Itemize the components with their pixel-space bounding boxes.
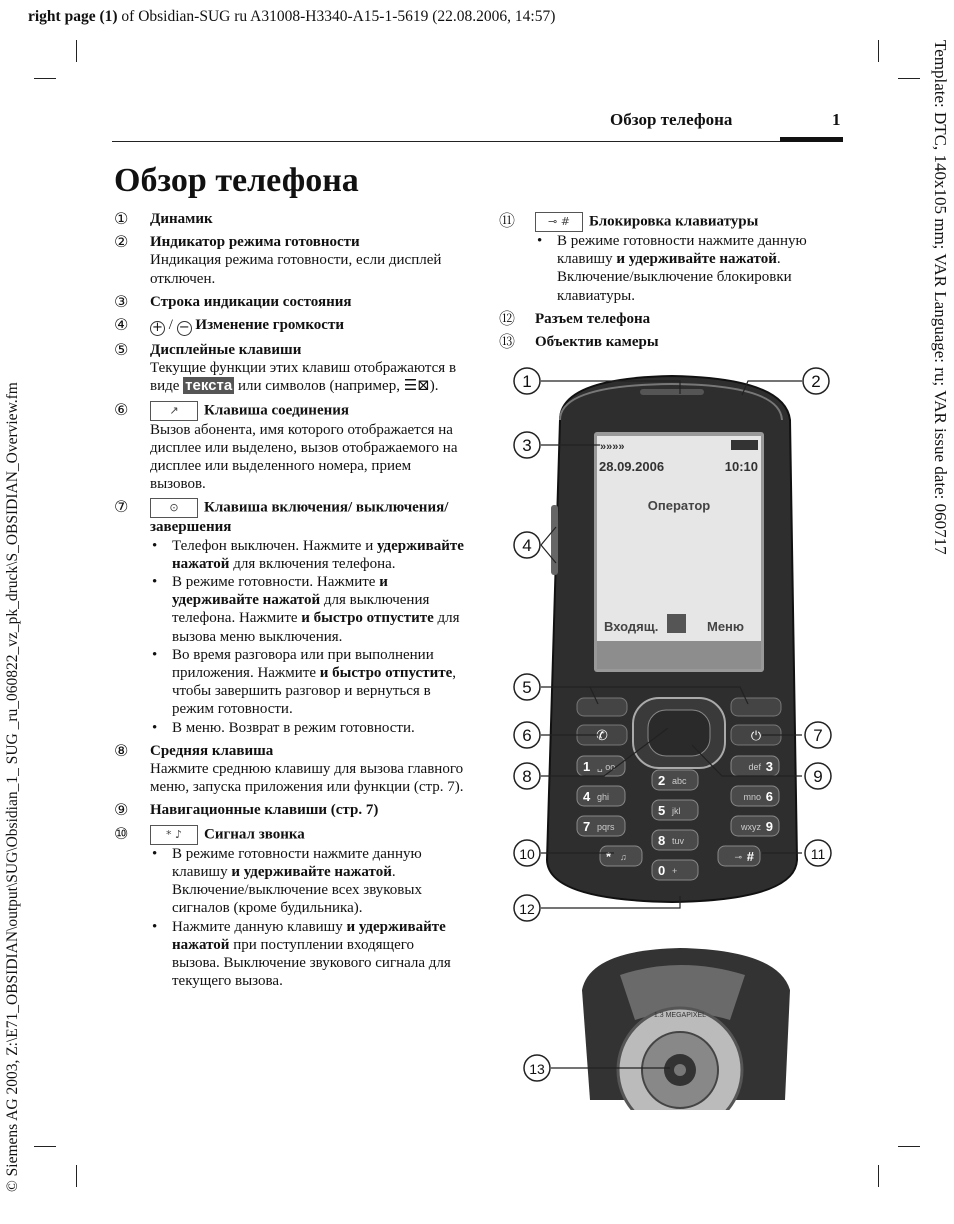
item-title: Индикатор режима готовности (150, 234, 360, 251)
key-icon: ↗ (150, 401, 198, 421)
softkey-symbol-icon: ☰⊠ (403, 378, 430, 395)
key-digit: # (746, 849, 754, 864)
key-digit: 4 (583, 789, 591, 804)
item-title: Разъем телефона (535, 310, 651, 327)
item-heading (535, 333, 844, 351)
item-title: Клавиша соединения (204, 402, 349, 419)
screen-time: 10:10 (724, 459, 758, 474)
item-number: ④ (114, 315, 129, 335)
emphasis-text: и удерживайте нажатой (616, 251, 777, 268)
header-rest: of Obsidian-SUG ru A31008-H3340-A15-1-5619 (22.08.2006, 14:57) (117, 8, 556, 25)
item-heading (150, 210, 464, 228)
item-title: Блокировка клавиатуры (589, 213, 759, 230)
list-item (499, 212, 844, 305)
key-digit: * (606, 849, 612, 864)
callout-number: 2 (811, 372, 821, 391)
list-item (114, 210, 464, 228)
center-key (648, 710, 710, 756)
keypad (577, 756, 779, 880)
item-heading (535, 310, 844, 328)
item-number: ⑥ (114, 399, 129, 419)
bullet-item (150, 573, 464, 646)
item-number: ③ (114, 291, 129, 311)
key-letters: ghi (597, 792, 610, 802)
item-heading (535, 212, 844, 232)
key-digit: 2 (658, 773, 666, 788)
item-title: Сигнал звонка (204, 826, 305, 843)
callout-number: 13 (529, 1061, 545, 1077)
callout-number: 4 (522, 536, 532, 555)
battery-icon (731, 440, 758, 450)
item-number: ⑬ (499, 332, 516, 352)
crop-mark (878, 40, 879, 62)
list-item (114, 316, 464, 336)
file-path-side-text: © Siemens AG 2003, Z:\E71_OBSIDIAN\output\SUG\Obsidian_1_ SUG _ru_060822_vz_pk_druck\S_OBSIDIAN_Overview.fm (4, 382, 21, 1192)
key-digit: 6 (765, 789, 773, 804)
left-softkey (577, 698, 627, 716)
item-title: Изменение громкости (195, 317, 344, 334)
header-rule (112, 141, 843, 142)
list-item (499, 310, 844, 328)
key-letters: abc (672, 776, 687, 786)
key-letters: jkl (672, 806, 681, 816)
power-icon: ⏻ (750, 728, 762, 743)
item-number: ⑦ (114, 497, 129, 517)
highlighted-text-sample: текста (185, 377, 233, 395)
key-letters: wxyz (741, 822, 761, 832)
bullet-text: В режиме готовности нажмите данную клавишу (557, 233, 807, 268)
item-heading (150, 316, 464, 336)
volume-key (551, 505, 558, 575)
bullet-text: . Включение/выключение блокировки клавиатуры. (557, 251, 792, 304)
separator: / (165, 317, 177, 334)
emphasis-text: удерживайте нажатой (172, 537, 464, 572)
key-digit: 8 (658, 833, 666, 848)
item-title: Навигационные клавиши (стр. 7) (150, 802, 379, 819)
bullet-list (535, 232, 844, 305)
page-title: Обзор телефона (114, 162, 359, 199)
item-title: Объектив камеры (535, 334, 659, 351)
softkey-left-label: Входящ. (604, 619, 659, 634)
item-number: ⑨ (114, 800, 129, 820)
key-digit: 0 (658, 863, 666, 878)
callout-number: 11 (810, 846, 826, 862)
callout-number: 8 (522, 767, 532, 786)
item-description (150, 359, 464, 395)
description-text: Текущие функции этих клавиш отображаются в виде (150, 360, 457, 395)
crop-mark (76, 40, 77, 62)
item-number: ⑤ (114, 340, 129, 360)
emphasis-text: и быстро отпустите (319, 665, 453, 682)
key-digit: 7 (583, 819, 591, 834)
bullet-item (150, 845, 464, 918)
crop-mark (34, 1146, 56, 1147)
speaker-grille (640, 389, 704, 395)
list-item (114, 341, 464, 396)
item-heading (150, 233, 464, 251)
item-number: ⑧ (114, 740, 129, 760)
item-description: Нажмите среднюю клавишу для вызова главного меню, запуска приложения или функции (стр. 7). (150, 761, 464, 796)
list-item (114, 293, 464, 311)
bullet-text: В меню. Возврат в режим готовности. (172, 719, 415, 736)
bullet-item (150, 646, 464, 719)
item-title: Клавиша включения/ выключения/завершения (150, 499, 449, 536)
item-heading (150, 498, 464, 536)
item-number: ⑩ (114, 823, 129, 843)
item-heading (150, 825, 464, 845)
item-heading (150, 401, 464, 421)
bullet-text: для выключения телефона. Нажмите (172, 592, 430, 627)
list-item (114, 801, 464, 819)
phone-illustration (500, 360, 850, 1110)
key-letters: def (748, 762, 761, 772)
crop-mark (898, 1146, 920, 1147)
bullet-text: Во время разговора или при выполнении приложения. Нажмите (172, 646, 434, 682)
item-number: ⑫ (499, 308, 516, 328)
crop-mark (34, 78, 56, 79)
item-heading (150, 742, 464, 760)
callout-number: 5 (522, 678, 532, 697)
item-title: Строка индикации состояния (150, 293, 352, 310)
key-letters: ♫ (620, 852, 627, 862)
bullet-text: для включения телефона. (229, 555, 396, 572)
callout-number: 1 (522, 372, 532, 391)
document-header (28, 8, 555, 26)
right-softkey (731, 698, 781, 716)
bullet-item (150, 918, 464, 991)
crop-mark (76, 1165, 77, 1187)
phone-handset-icon: ✆ (596, 727, 608, 743)
screen-operator: Оператор (647, 498, 711, 513)
right-column (499, 212, 844, 356)
template-side-text: Template: DTC, 140x105 mm; VAR Language: ru; VAR issue date: 060717 (931, 40, 950, 555)
header-rule-thick (780, 137, 843, 142)
key-digit: 9 (765, 819, 773, 834)
camera-ring-label: 1.3 MEGAPIXEL (653, 1012, 707, 1019)
key-icon: ⊙ (150, 498, 198, 518)
item-number: ① (114, 209, 129, 228)
bullet-list (150, 537, 464, 737)
callout-number: 6 (522, 726, 532, 745)
list-item (114, 401, 464, 494)
item-number: ② (114, 232, 129, 252)
running-head: Обзор телефона (610, 110, 733, 129)
list-item (499, 333, 844, 351)
header-prefix: right page (1) (28, 8, 118, 25)
callout-number: 9 (813, 767, 823, 786)
list-item (114, 233, 464, 288)
bullet-text: , чтобы завершить разговор и вернуться в режим готовности. (172, 665, 456, 718)
emphasis-text: и удерживайте нажатой (172, 574, 388, 609)
emphasis-text: и удерживайте нажатой (231, 863, 392, 880)
bullet-text: Нажмите данную клавишу (172, 918, 347, 935)
menu-grid-icon (667, 614, 686, 633)
item-description: Индикация режима готовности, если дисплей отключен. (150, 252, 442, 287)
bullet-list (150, 845, 464, 991)
bullet-item (150, 537, 464, 573)
item-description: Вызов абонента, имя которого отображается на дисплее или выделено, вызов отображаемого на дисплее или выделенного номера, прием вызовов. (150, 421, 458, 493)
softkey-right-label: Меню (706, 619, 744, 634)
crop-mark (878, 1165, 879, 1187)
bullet-text: для вызова меню выключения. (172, 610, 460, 645)
item-title: Дисплейные клавиши (150, 342, 302, 359)
item-title: Средняя клавиша (150, 742, 274, 759)
bullet-text: В режиме готовности. Нажмите (172, 574, 380, 591)
key-letters: ␣ oo (597, 762, 616, 772)
item-heading (150, 801, 464, 819)
signal-strength-icon: »»»» (600, 441, 625, 453)
callout-number: 3 (522, 436, 532, 455)
key-letters: + (672, 866, 678, 876)
bullet-text: . Включение/выключение всех звуковых сигналов (кроме будильника). (172, 863, 422, 917)
bullet-item (535, 232, 844, 305)
list-item (114, 825, 464, 991)
list-item (114, 742, 464, 797)
key-letters: pqrs (597, 822, 615, 832)
screen-bottom (597, 641, 761, 669)
bullet-text: Телефон выключен. Нажмите и (172, 537, 377, 554)
page-number: 1 (832, 110, 841, 129)
callout-number: 12 (519, 901, 535, 917)
item-number: ⑪ (499, 211, 516, 230)
bullet-item (150, 719, 464, 737)
plus-circle-icon: + (150, 321, 165, 336)
callout-number: 10 (519, 846, 535, 862)
key-icon: ⊸ # (535, 212, 583, 232)
emphasis-text: и быстро отпустите (301, 610, 434, 627)
key-letters: tuv (672, 836, 685, 846)
camera-lens-center (674, 1064, 686, 1076)
description-text: ). (429, 378, 439, 395)
key-icon: * ♪ (150, 825, 198, 845)
item-title: Динамик (150, 211, 213, 227)
key-digit: 1 (583, 759, 591, 774)
emphasis-text: и удерживайте нажатой (172, 918, 446, 953)
key-letters: ⊸ (734, 852, 742, 862)
key-digit: 5 (658, 803, 666, 818)
left-column (114, 210, 464, 995)
item-heading (150, 341, 464, 359)
key-digit: 3 (765, 759, 773, 774)
bullet-text: при поступлении входящего вызова. Выключение звукового сигнала для текущего вызова. (172, 936, 451, 990)
callout-number: 7 (813, 726, 823, 745)
item-heading (150, 293, 464, 311)
key-letters: mno (743, 792, 761, 802)
list-item (114, 498, 464, 736)
screen-date: 28.09.2006 (599, 459, 665, 474)
description-text: или символов (например, (234, 378, 404, 395)
bullet-text: В режиме готовности нажмите данную клавишу (172, 845, 422, 880)
crop-mark (898, 78, 920, 79)
minus-circle-icon: − (177, 321, 192, 336)
